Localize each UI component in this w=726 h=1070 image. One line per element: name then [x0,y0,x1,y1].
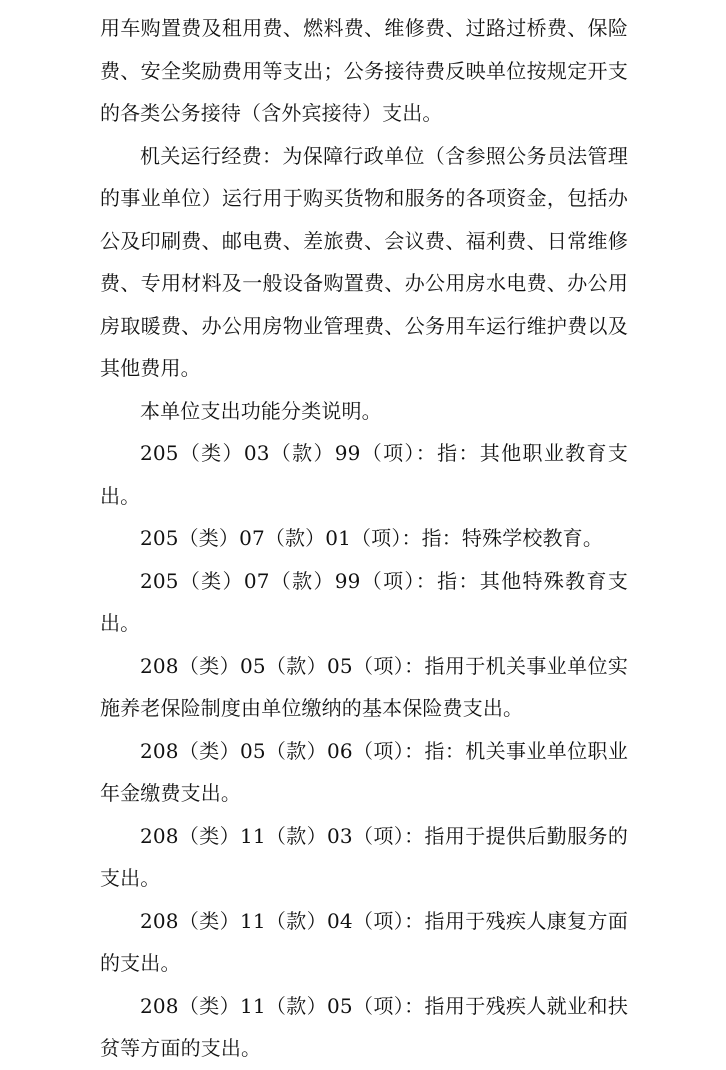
paragraph-continuation: 用车购置费及租用费、燃料费、维修费、过路过桥费、保险费、安全奖励费用等支出；公务接待费反映单位按规定开支的各类公务接待（含外宾接待）支出。 [100,16,628,125]
paragraph-item-208-11-03: 208（类）11（款）03（项）：指用于提供后勤服务的支出。 [100,823,628,890]
paragraph-item-208-05-06: 208（类）05（款）06（项）：指：机关事业单位职业年金缴费支出。 [100,738,628,805]
paragraph-item-205-07-01: 205（类）07（款）01（项）：指：特殊学校教育。 [140,526,603,550]
paragraph-item-205-07-99: 205（类）07（款）99（项）：指：其他特殊教育支出。 [100,568,628,635]
paragraph-item-208-11-05: 208（类）11（款）05（项）：指用于残疾人就业和扶贫等方面的支出。 [100,993,628,1060]
paragraph-functional-classification-intro: 本单位支出功能分类说明。 [140,398,382,423]
paragraph-agency-operating-expenses: 机关运行经费：为保障行政单位（含参照公务员法管理的事业单位）运行用于购买货物和服务的各项资金，包括办公及印刷费、邮电费、差旅费、会议费、福利费、日常维修费、专用材料及一般设备购置费、办公用房水电费、办公用房取暖费、办公用房物业管理费、公务用车运行维护费以及其他费用。 [100,143,628,380]
paragraph-item-208-05-05: 208（类）05（款）05（项）：指用于机关事业单位实施养老保险制度由单位缴纳的基本保险费支出。 [100,653,628,720]
paragraph-item-205-03-99: 205（类）03（款）99（项）：指：其他职业教育支出。 [100,441,628,508]
paragraph-item-208-11-04: 208（类）11（款）04（项）：指用于残疾人康复方面的支出。 [100,908,628,975]
